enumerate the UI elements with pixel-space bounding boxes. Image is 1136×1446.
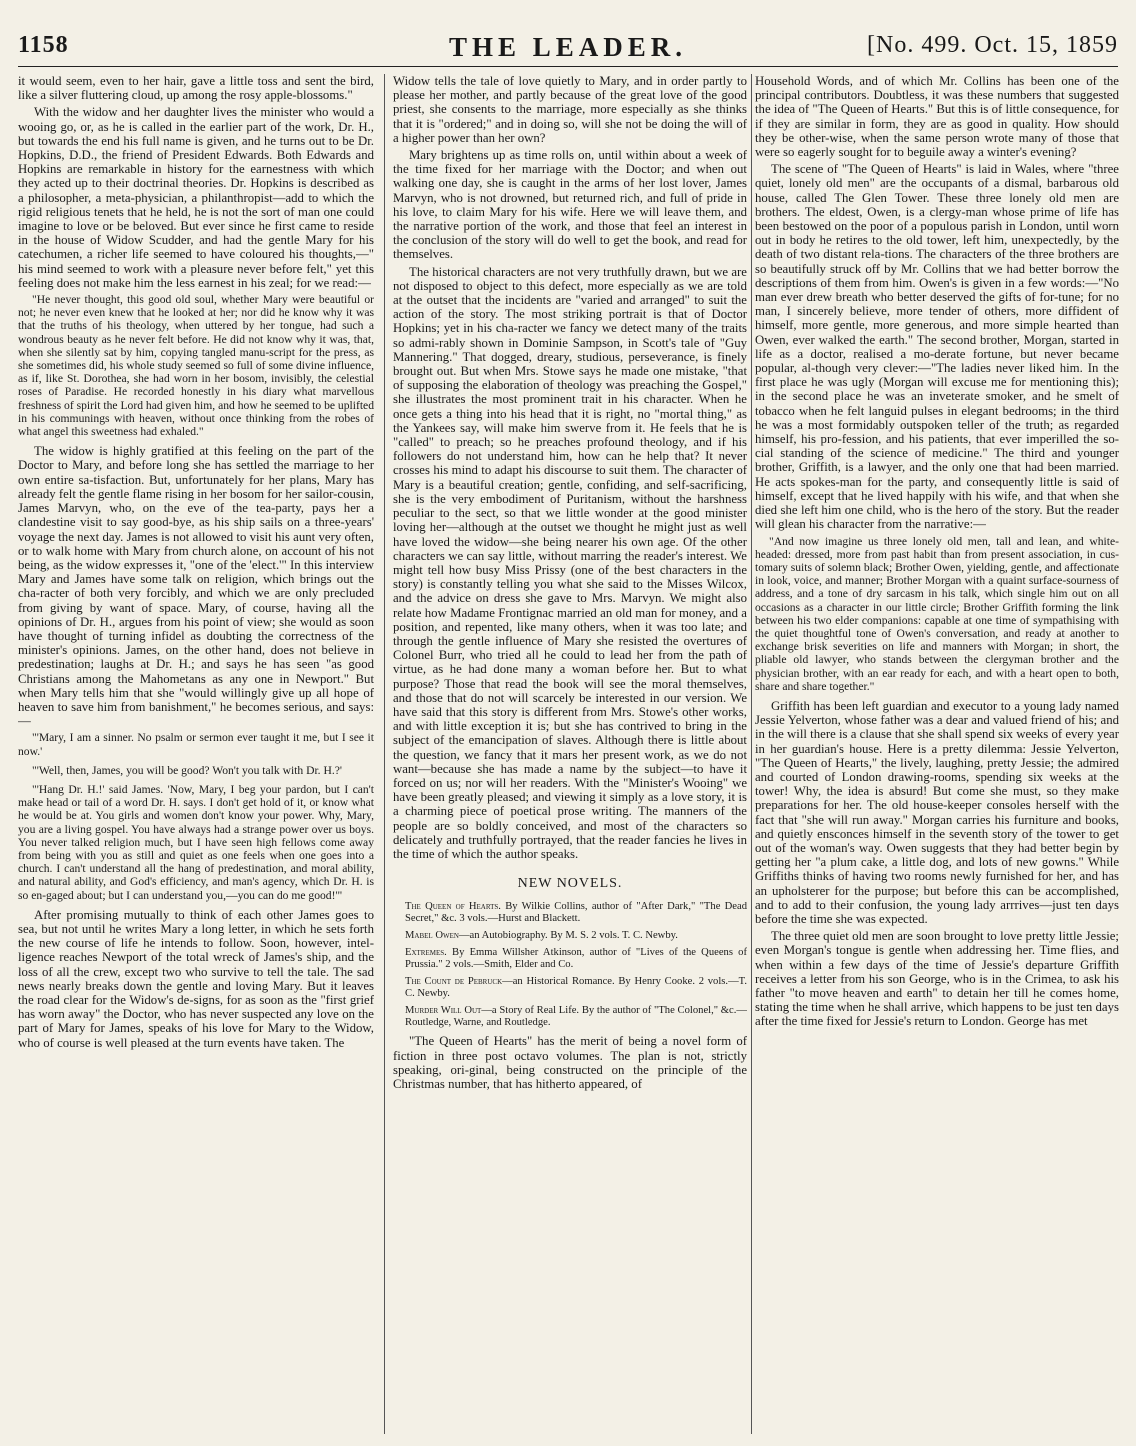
paragraph: The historical characters are not very truthfully drawn, but we are not disposed to object to this defect, more especially as we are told at the outset that the incidents are "varied and arranged" to suit the action of the story. The most striking portrait is that of Doctor Hopkins; yet in his cha-racter we fancy we detect many of the traits so admi-rably shown in Dominie Sampson, in Scott's tale of "Guy Mannering." That dogged, dreary, studious, perseverance, is finely brought out. But when Mrs. Stowe says he made one mistake, "that of supposing the elaboration of theology was preaching the Gospel," she illustrates the most prominent trait in his character. When he once gets a thing into his head that it is right, no "mortal thing," as the Yankees say, will make him swerve from it. He feels that he is "called" to preach; so he preaches profound theology, and if his followers do not understand him, how can he help that? It never crosses his mind to adapt his discourse to suit them. The character of Mary is a beautiful creation; gentle, confiding, and self-sacrificing, she is the very embodiment of Puritanism, without the harshness peculiar to the sect, so that we little wonder at the good minister loving her—although at the outset we thought he might just as well have loved the widow—she being nearer his own age. Of the other characters we can say little, without marring the reader's interest. We might tell how busy Miss Prissy (one of the best characters in the story) is constantly telling you what she said to the Misses Wilcox, and the advice on dress she gave to Mrs. Marvyn. We might also relate how Madame Frontignac married an old man for money, and a position, and repented, like many others, when it was too late; and through the gentle influence of Mary she resisted the overtures of Colonel Burr, who tried all he could to lead her from the path of virtue, as he had done many a woman before her. But to what purpose? Those that read the book will see the moral themselves, and those that do not will scarcely be interested in our version. We have said that this story is different from Mrs. Stowe's other works, and with little exception it is; but she has contrived to bring in the subject of the emancipation of slaves. Although there is little about the question, we fancy that it mars her present work, as we do not want—because she has made a name by the subject—to have it forced on us; nor will her readers. With the "Minister's Wooing" we have been greatly pleased; and viewing it simply as a love story, it is a charming piece of poetical prose writing. The manners of the people are so boldly conceived, and most of the characters so delicately and truthfully portrayed, that the reader fancies he lives in the time of which the author speaks. — [393, 264, 747, 861]
paragraph: The widow is highly gratified at this feeling on the part of the Doctor to Mary, and before long she has settled the marriage to her own entire sa-tisfaction. But, unfortunately for her plans, Mary has already felt the gentle flame rising in her bosom for her sailor-cousin, James Marvyn, who, on the eve of the tea-party, pays her a clandestine visit to say good-bye, as his ship sails on a three-years' voyage the next day. James is not allowed to visit his aunt very often, or to walk home with Mary from church alone, on account of his not being, as the widow expresses it, "one of the 'elect.'" In this interview Mary and James have some talk on religion, which brings out the cha-racter of both very forcibly, and which we are only precluded from giving by want of space. Mary, of course, having all the opinions of Dr. H., argues from his point of view; she would as soon have thought of turning infidel as doubting the correctness of the minister's opinions. James, on the other hand, does not believe in predestination; laughs at Dr. H.; and says he has seen "as good Christians among the Mahometans as any one in Newport." But when Mary tells him that she "would willingly give up all hope of heaven to save him from banishment," he becomes serious, and says:— — [18, 444, 374, 729]
novel-title: Mabel Owen — [405, 930, 459, 942]
novel-details: —an Autobiography. By M. S. 2 vols. T. C. Newby. — [458, 930, 678, 942]
novel-title: Murder Will Out — [405, 1005, 482, 1017]
paragraph: The three quiet old men are soon brought to love pretty little Jessie; even Morgan's tongue is gentle when addressing her. Time flies, and when within a few days of the time of Jessie's departure Griffith receives a letter from his son George, who is in the Crimea, to ask his father "to move heaven and earth" to detain her till he comes home, stating the time when he shall arrive, which happens to be just ten days after the time fixed for Jessie's return to London. George has met — [755, 929, 1119, 1029]
issue-date: [No. 499. Oct. 15, 1859 — [867, 32, 1118, 58]
paragraph: The scene of "The Queen of Hearts" is laid in Wales, where "three quiet, lonely old men" are the occupants of a dismal, barbarous old house, called The Glen Tower. These three lonely old men are brothers. The eldest, Owen, is a clergy-man whose prime of life has been bestowed on the poor of a populous parish in London, until worn out in body he retires to the old tower, left him, unexpectedly, by the death of two distant rela-tions. The characters of the three brothers are so beautifully struck off by Mr. Collins that we had better borrow the descriptions of them from him. Owen's is given in a few words:—"No man ever drew breath who better deserved the gifts of for-tune; for no man, I sincerely believe, more tender of others, more diffident of himself, more gentle, more generous, and more simple hearted than Owen, ever walked the earth." The second brother, Morgan, started in life as a doctor, realised a mo-derate fortune, but never became popular, al-though very clever:—"The ladies never liked him. In the first place he was ugly (Morgan will excuse me for mentioning this); in the second place he was an inveterate smoker, and he smelt of tobacco when he felt languid pulses in elegant bedrooms; in the third he was a most formidably outspoken teller of the truth; as regarded himself, his pro-fession, and his patients, that ever imperilled the so-cial standing of the science of medicine." The third and younger brother, Griffith, is a lawyer, and the only one that had been married. He acts spokes-man for the party, and consequently little is said of himself, except that he lived happily with his wife, and that when she died she left him one child, who is the hero of the story. But the reader will glean his character from the narrative:— — [755, 162, 1119, 532]
newspaper-title: THE LEADER. — [448, 32, 688, 62]
quotation: "'Hang Dr. H.!' said James. 'Now, Mary, I beg your pardon, but I can't make head or tail of a word Dr. H. says. I don't get hold of it, or know what he would be at. You girls and women don't know your power. Why, Mary, you are a living gospel. You have always had a strange power over us boys. You never talked religion much, but I have seen high fellows come away from being with you as still and quiet as one feels when one goes into a church. I can't understand all the hang of predestination, and moral ability, and natural ability, and God's efficiency, and man's agency, which Dr. H. is so en-gaged about; but I can understand you,—you can do me good!'" — [18, 782, 374, 902]
novel-title: The Count de Pebruck — [405, 976, 503, 988]
novel-details: —an Historical Romance. By Henry Cooke. 2 vols.—T. C. Newby. — [405, 976, 747, 1000]
paragraph: Household Words, and of which Mr. Collins has been one of the principal contributors. Doubtless, it was these numbers that suggested the idea of "The Queen of Hearts." But this is of little consequence, for if they are similar in form, they are as good in quality. How should they be other-wise, when the same person wrote many of those that were so eagerly sought for to beguile away a winter's evening? — [755, 74, 1119, 160]
paragraph: Mary brightens up as time rolls on, until within about a week of the time fixed for her marriage with the Doctor; and when out walking one day, she is caught in the arms of her lost lover, James Marvyn, who is not drowned, but returned rich, and full of pride in his love, to claim Mary for his wife. Here we will leave them, and the narrative portion of the work, and those that feel an interest in the conclusion of the story will do well to get the book, and read for themselves. — [393, 148, 747, 262]
paragraph: Griffith has been left guardian and executor to a young lady named Jessie Yelverton, whose father was a dear and valued friend of his; and in the will there is a clause that she shall spend six weeks of every year in her guardian's house. Here is a pretty dilemma: Jessie Yelverton, "The Queen of Hearts," the lively, laughing, pretty Jessie; the admired and courted of London drawing-rooms, spending six weeks at the tower! Why, the idea is absurd! But come she must, so they make preparations for her. The old house-keeper consoles herself with the fact that "she will run away." Morgan carries his furniture and books, and quietly ensconces himself in the seventh story of the tower to get out of the woman's way. Owen suggests that they had better begin by getting her "a plum cake, a little dog, and lots of new gowns." While Griffiths thinks of having two rooms newly furnished for her, and has an upholsterer for the purpose; but before this can be accomplished, and to add to their confusion, the young lady arrrives—just ten days before the time she was expected. — [755, 698, 1119, 926]
paragraph: it would seem, even to her hair, gave a little toss and sent the bird, like a silver fluttering cloud, up among the rosy apple-blossoms." — [18, 74, 374, 103]
quotation: "He never thought, this good old soul, whether Mary were beautiful or not; he never even knew that he looked at her; nor did he know why it was that the truths of his theology, when uttered by her tongue, had such a wondrous beauty as he never felt before. He did not know why it was, that, when she silently sat by him, copying tangled manu-script for the press, as she sometimes did, his whole study seemed so full of some divine influence, as if, like St. Dorothea, she had worn in her bosom, invisibly, the celestial roses of Paradise. He recorded honestly in his diary what marvellous freshness of spirit the Lord had given him, and how he seemed to be uplifted in his communings with heaven, without once thinking from the robes of what angel this sweetness had exhaled." — [18, 293, 374, 439]
novel-listing — [393, 930, 747, 942]
masthead — [18, 32, 1118, 66]
column-divider — [751, 74, 752, 1434]
novel-title: Extremes. — [405, 947, 447, 959]
novel-details: —a Story of Real Life. By the author of "The Colonel," &c.—Routledge, Warne, and Routledge. — [405, 1005, 747, 1029]
section-heading: NEW NOVELS. — [517, 876, 623, 892]
paragraph: With the widow and her daughter lives the minister who would a wooing go, or, as he is called in the earlier part of the work, Dr. H., but towards the end his full name is given, and he turns out to be Dr. Hopkins, D.D., the friend of President Edwards. Both Edwards and Hopkins are remarkable in history for the earnestness with which they acted up to their doctrinal theories. Dr. Hopkins is described as a philosopher, a meta-physician, a philanthropist—add to which the rigid religious tenets that he held, he is not the sort of man one could imagine to love or be beloved. But ever since he first came to reside in the house of Widow Scudder, and had the gentle Mary for his catechumen, a richer life seemed to have coloured his thoughts,—" his mind seemed to work with a pleasure never before felt," yet this feeling does not make him the less earnest in his zeal; for we read:— — [18, 105, 374, 290]
quotation: "'Mary, I am a sinner. No psalm or sermon ever taught it me, but I see it now.' — [18, 731, 374, 758]
paragraph: After promising mutually to think of each other James goes to sea, but not until he writes Mary a long letter, in which he sets forth the new course of life he intends to follow. Soon, however, intel-ligence reaches Newport of the total wreck of James's ship, and the loss of all the crew, except two who survive to tell the tale. The sad news nearly breaks down the gentle and loving Mary. But it leaves the road clear for the Widow's de-signs, for as soon as the "first grief has worn away" the Doctor, who has never suspected any love on the part of Mary for James, speaks of his love for Mary to the Widow, who of course is well pleased at the turn events have taken. The — [18, 907, 374, 1050]
novel-listing — [393, 976, 747, 1000]
column-1 — [18, 74, 374, 1434]
column-divider — [384, 74, 385, 1434]
quotation: "And now imagine us three lonely old men, tall and lean, and white-headed: dressed, more from past habit than from present association, in cus-tomary suits of solemn black; Brother Owen, yielding, gentle, and affectionate in look, voice, and manner; Brother Morgan with a quaint surface-sourness of address, and a tone of dry sarcasm in his talk, which single him out on all occasions as a character in our little circle; Brother Griffith forming the link between his two elder companions: capable at one time of sympathising with the quiet thoughtful tone of Owen's conversation, and ready at another to exchange brisk severities on life and manners with Morgan; in short, the pliable old lawyer, who stands between the clergyman brother and the physician brother, with an ear ready for each, and with a heart open to both, share and share together." — [755, 534, 1119, 693]
quotation: "'Well, then, James, you will be good? Won't you talk with Dr. H.?' — [32, 763, 342, 777]
paragraph: Widow tells the tale of love quietly to Mary, and in order partly to please her mother, and partly because of the great love of the good priest, she consents to the marriage, more especially as she thinks that it is "ordered;" and in doing so, will she not be doing the will of a higher power than her own? — [393, 74, 747, 145]
novel-details: By Emma Willsher Atkinson, author of "Lives of the Queens of Prussia." 2 vols.—Smith, Elder and Co. — [405, 947, 747, 971]
novel-listing — [393, 901, 747, 925]
novel-listing — [393, 1005, 747, 1029]
masthead-rule — [18, 66, 1118, 67]
page-number: 1158 — [18, 32, 69, 58]
paragraph: "The Queen of Hearts" has the merit of being a novel form of fiction in three post octavo volumes. The plan is not, strictly speaking, ori-ginal, being constructed on the principle of the Christmas number, that has hitherto appeared, of — [393, 1034, 747, 1091]
novel-listing — [393, 947, 747, 971]
novel-details: By Wilkie Collins, author of "After Dark," "The Dead Secret," &c. 3 vols.—Hurst and Blackett. — [405, 901, 747, 925]
column-3 — [755, 74, 1119, 1434]
novel-title: The Queen of Hearts. — [405, 901, 501, 913]
column-2 — [393, 74, 747, 1434]
